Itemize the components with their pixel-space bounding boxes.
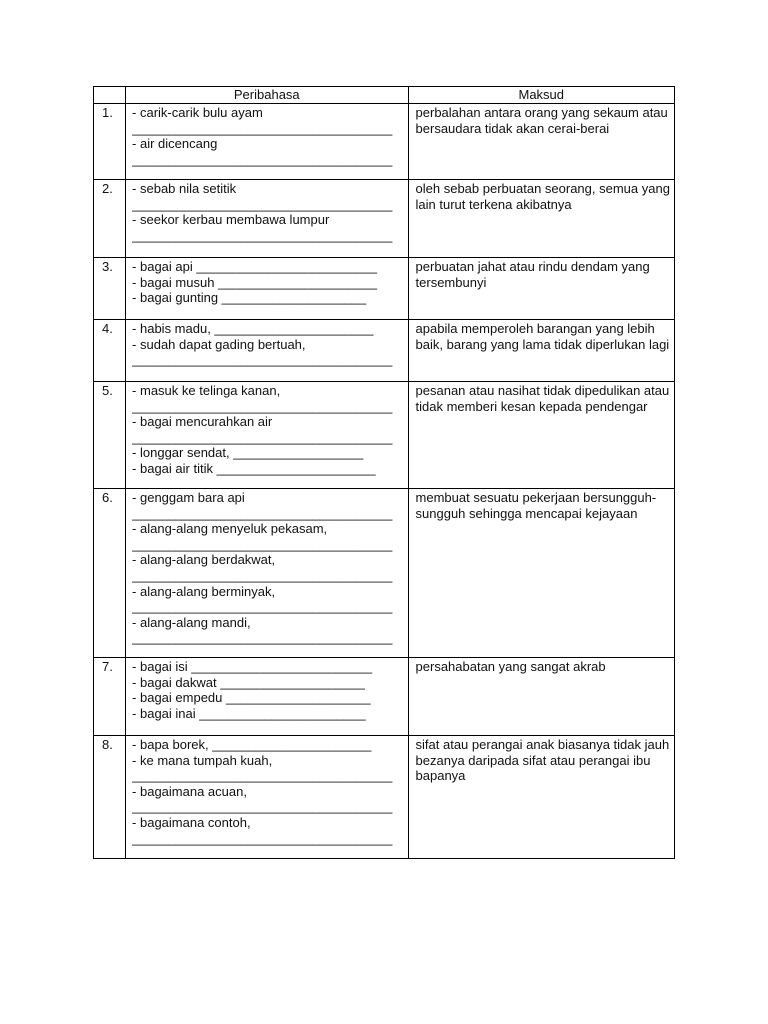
peribahasa-line[interactable]: - habis madu, ______________________	[132, 321, 374, 336]
peribahasa-line: - air dicencang	[132, 136, 218, 152]
peribahasa-cell	[126, 489, 408, 658]
peribahasa-cell	[126, 104, 408, 180]
answer-blank[interactable]: ____________________________________	[132, 120, 393, 136]
row-number: 3.	[94, 258, 126, 320]
row-number: 7.	[94, 658, 126, 736]
peribahasa-line: - ke mana tumpah kuah,	[132, 752, 273, 768]
peribahasa-line: - alang-alang berdakwat,	[132, 552, 276, 568]
answer-blank[interactable]: ____________________________________	[132, 352, 393, 368]
peribahasa-table	[93, 86, 675, 859]
answer-blank[interactable]: ____________________________________	[132, 151, 393, 167]
answer-blank[interactable]: ____________________________________	[132, 398, 393, 414]
peribahasa-cell	[126, 180, 408, 258]
peribahasa-cell	[126, 658, 408, 736]
answer-blank[interactable]: ____________________________________	[132, 830, 393, 846]
row-number: 8.	[94, 736, 126, 859]
table-row	[94, 320, 675, 382]
row-number: 1.	[94, 104, 126, 180]
peribahasa-line[interactable]: - bagai musuh ______________________	[132, 274, 378, 290]
table-row	[94, 489, 675, 658]
row-number: 4.	[94, 320, 126, 382]
peribahasa-line[interactable]: - longgar sendat, __________________	[132, 445, 364, 461]
peribahasa-line: - bagaimana contoh,	[132, 814, 251, 830]
answer-blank[interactable]: ____________________________________	[132, 799, 393, 815]
peribahasa-line: - sebab nila setitik	[132, 181, 237, 196]
table-row	[94, 258, 675, 320]
maksud-cell	[408, 258, 674, 320]
maksud-text: sifat atau perangai anak biasanya tidak jauh bezanya daripada sifat atau perangai ibu bapanya	[415, 737, 670, 784]
maksud-text: oleh sebab perbuatan seorang, semua yang lain turut terkena akibatnya	[415, 181, 670, 212]
maksud-cell	[408, 104, 674, 180]
peribahasa-cell	[126, 258, 408, 320]
row-number: 5.	[94, 382, 126, 489]
peribahasa-line: - alang-alang mandi,	[132, 614, 251, 630]
row-number: 6.	[94, 489, 126, 658]
maksud-cell	[408, 736, 674, 859]
header-number	[94, 87, 126, 104]
maksud-text: perbalahan antara orang yang sekaum atau bersaudara tidak akan cerai-berai	[415, 105, 668, 136]
peribahasa-line[interactable]: - bagai api _________________________	[132, 259, 378, 274]
answer-blank[interactable]: ____________________________________	[132, 599, 393, 615]
maksud-text: persahabatan yang sangat akrab	[415, 659, 606, 674]
answer-blank[interactable]: ____________________________________	[132, 227, 393, 243]
peribahasa-line[interactable]: - bapa borek, ______________________	[132, 737, 372, 752]
table-row	[94, 382, 675, 489]
maksud-text: apabila memperoleh barangan yang lebih baik, barang yang lama tidak diperlukan lagi	[415, 321, 670, 352]
table-row	[94, 180, 675, 258]
table-row	[94, 658, 675, 736]
maksud-cell	[408, 658, 674, 736]
peribahasa-line[interactable]: - bagai isi _________________________	[132, 659, 373, 674]
maksud-text: perbuatan jahat atau rindu dendam yang tersembunyi	[415, 259, 650, 290]
answer-blank[interactable]: ____________________________________	[132, 567, 393, 583]
peribahasa-line: - bagai mencurahkan air	[132, 414, 273, 430]
maksud-cell	[408, 382, 674, 489]
header-row	[94, 87, 675, 104]
peribahasa-line[interactable]: - bagai inai _______________________	[132, 705, 366, 721]
peribahasa-line: - alang-alang berminyak,	[132, 583, 276, 599]
peribahasa-line: - masuk ke telinga kanan,	[132, 383, 281, 398]
maksud-cell	[408, 180, 674, 258]
peribahasa-line: - genggam bara api	[132, 490, 245, 505]
peribahasa-line: - bagaimana acuan,	[132, 783, 247, 799]
maksud-text: membuat sesuatu pekerjaan bersungguh-sungguh sehingga mencapai kejayaan	[415, 490, 657, 521]
header-maksud: Maksud	[408, 87, 674, 104]
peribahasa-line[interactable]: - bagai empedu ____________________	[132, 690, 371, 706]
answer-blank[interactable]: ____________________________________	[132, 536, 393, 552]
answer-blank[interactable]: ____________________________________	[132, 768, 393, 784]
peribahasa-line[interactable]: - bagai air titik ______________________	[132, 460, 376, 476]
answer-blank[interactable]: ____________________________________	[132, 429, 393, 445]
maksud-cell	[408, 489, 674, 658]
peribahasa-cell	[126, 320, 408, 382]
row-number: 2.	[94, 180, 126, 258]
answer-blank[interactable]: ____________________________________	[132, 196, 393, 212]
maksud-cell	[408, 320, 674, 382]
peribahasa-line: - carik-carik bulu ayam	[132, 105, 263, 120]
answer-blank[interactable]: ____________________________________	[132, 630, 393, 646]
maksud-text: pesanan atau nasihat tidak dipedulikan atau tidak memberi kesan kepada pendengar	[415, 383, 670, 414]
answer-blank[interactable]: ____________________________________	[132, 505, 393, 521]
header-peribahasa: Peribahasa	[126, 87, 408, 104]
peribahasa-line[interactable]: - bagai dakwat ____________________	[132, 674, 365, 690]
peribahasa-cell	[126, 382, 408, 489]
peribahasa-line: - alang-alang menyeluk pekasam,	[132, 521, 328, 537]
table-row	[94, 736, 675, 859]
peribahasa-line: - seekor kerbau membawa lumpur	[132, 212, 330, 228]
table-row	[94, 104, 675, 180]
peribahasa-line: - sudah dapat gading bertuah,	[132, 336, 306, 352]
peribahasa-cell	[126, 736, 408, 859]
peribahasa-line[interactable]: - bagai gunting ____________________	[132, 290, 367, 306]
worksheet	[93, 86, 675, 859]
